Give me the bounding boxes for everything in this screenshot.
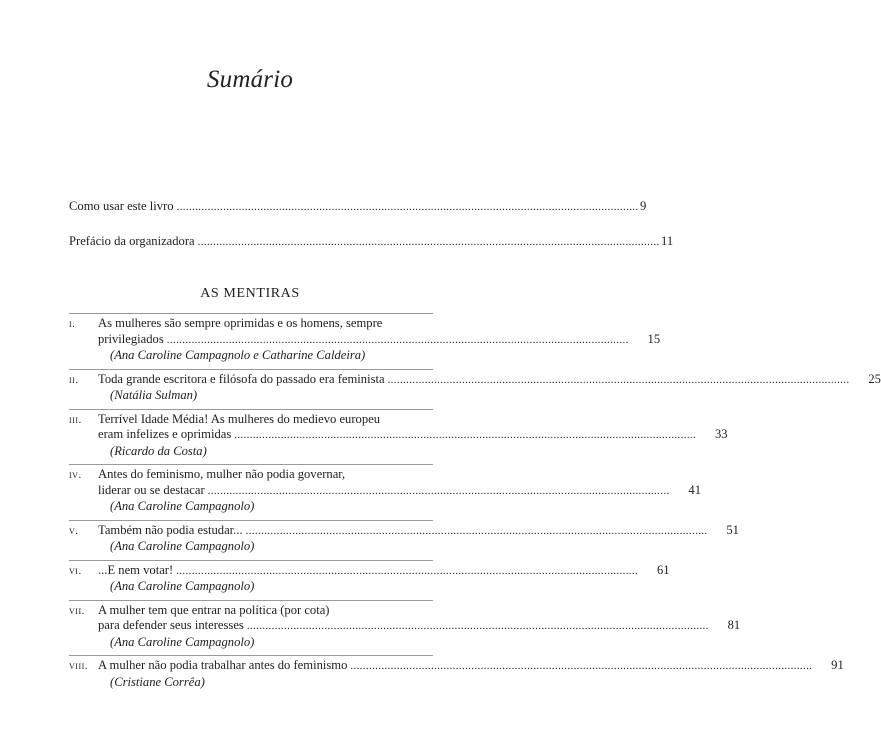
entry-label: Prefácio da organizadora <box>69 234 195 248</box>
entry-label: Como usar este livro <box>69 199 174 213</box>
front-matter-entry-how-to-use[interactable] <box>69 199 647 219</box>
entry-body <box>98 467 701 515</box>
toc-entry[interactable] <box>69 655 844 695</box>
chapter-numeral: i. <box>69 318 76 330</box>
entry-author: (Ricardo da Costa) <box>110 443 207 458</box>
entry-author: (Ana Caroline Campagnolo) <box>110 579 255 593</box>
page-number: 81 <box>727 618 741 632</box>
dot-leader <box>234 428 694 444</box>
page-number: 51 <box>726 522 739 537</box>
entry-title-text: Toda grande escritora e filósofa do passado era feminista <box>98 371 385 386</box>
front-matter-entry-preface[interactable] <box>69 234 674 254</box>
entry-title-line <box>98 316 660 332</box>
entry-title-text: eram infelizes e oprimidas <box>98 427 232 441</box>
entry-title-text: As mulheres são sempre oprimidas e os homens, sempre <box>98 316 383 330</box>
toc-entry[interactable] <box>69 409 728 465</box>
page-title: Sumário <box>206 66 294 93</box>
entry-title-line <box>98 483 701 500</box>
entry-body <box>98 412 728 460</box>
dot-leader <box>388 373 848 389</box>
page-number: 15 <box>647 331 661 346</box>
entry-title-text: ...E nem votar! <box>98 562 174 577</box>
entry-author: (Cristiane Corrêa) <box>110 674 205 689</box>
toc-entry[interactable] <box>69 464 702 520</box>
chapter-numeral: viii. <box>69 660 89 672</box>
chapter-numeral: v. <box>69 524 79 537</box>
entry-title-line <box>98 467 701 483</box>
page-number: 61 <box>656 562 670 577</box>
toc-entry[interactable] <box>69 313 661 369</box>
dot-leader <box>198 236 658 248</box>
entry-title-text: Terrível Idade Média! As mulheres do medievo europeu <box>98 411 381 426</box>
entry-title-line <box>98 427 728 444</box>
page-number: 9 <box>639 199 647 213</box>
chapter-numeral: iii. <box>69 413 82 426</box>
entry-title-line <box>98 603 740 619</box>
page-number: 33 <box>715 427 728 441</box>
entry-title-text: A mulher não podia trabalhar antes do feminismo <box>98 658 348 672</box>
entry-body <box>98 316 660 364</box>
entry-title-line <box>98 658 844 675</box>
dot-leader <box>208 484 668 500</box>
entry-title-text: A mulher tem que entrar na política (por cota) <box>98 602 330 617</box>
entry-title-text: liderar ou se destacar <box>98 482 205 497</box>
entry-title-line <box>98 372 881 389</box>
entry-body <box>98 523 739 555</box>
entry-author: (Natália Sulman) <box>110 388 198 402</box>
table-of-contents <box>69 313 881 695</box>
entry-title-line <box>98 332 660 349</box>
page-number: 41 <box>688 482 702 497</box>
chapter-numeral: ii. <box>69 373 79 386</box>
entry-author: (Ana Caroline Campagnolo) <box>110 499 255 513</box>
entry-title-line <box>98 563 670 580</box>
entry-title-text: privilegiados <box>98 331 164 346</box>
entry-title-text: Também não podia estudar... <box>98 522 243 537</box>
dot-leader <box>247 619 707 635</box>
dot-leader <box>350 659 810 675</box>
entry-title-line <box>98 618 740 635</box>
entry-title-line <box>98 523 739 540</box>
toc-entry[interactable] <box>69 600 741 656</box>
toc-entry[interactable] <box>69 560 670 600</box>
toc-entry[interactable] <box>69 369 881 409</box>
dot-leader <box>246 524 706 540</box>
page-number: 25 <box>868 371 881 386</box>
entry-author: (Ana Caroline Campagnolo e Catharine Caldeira) <box>110 348 366 362</box>
section-heading: AS MENTIRAS <box>200 286 300 301</box>
entry-author: (Ana Caroline Campagnolo) <box>110 539 255 553</box>
entry-title-line <box>98 412 728 428</box>
entry-title-text: Antes do feminismo, mulher não podia governar, <box>98 467 346 481</box>
entry-title-text: para defender seus interesses <box>98 618 244 632</box>
entry-author: (Ana Caroline Campagnolo) <box>110 634 255 649</box>
page-number: 91 <box>831 658 844 672</box>
entry-body <box>98 372 881 404</box>
entry-body <box>98 658 844 690</box>
dot-leader <box>177 201 637 213</box>
toc-entry[interactable] <box>69 520 739 560</box>
entry-body <box>98 563 670 595</box>
entry-body <box>98 603 740 651</box>
chapter-numeral: iv. <box>69 469 82 481</box>
dot-leader <box>176 564 636 580</box>
dot-leader <box>167 333 627 349</box>
page-number: 11 <box>661 234 674 248</box>
chapter-numeral: vii. <box>69 604 85 617</box>
chapter-numeral: vi. <box>69 564 82 577</box>
